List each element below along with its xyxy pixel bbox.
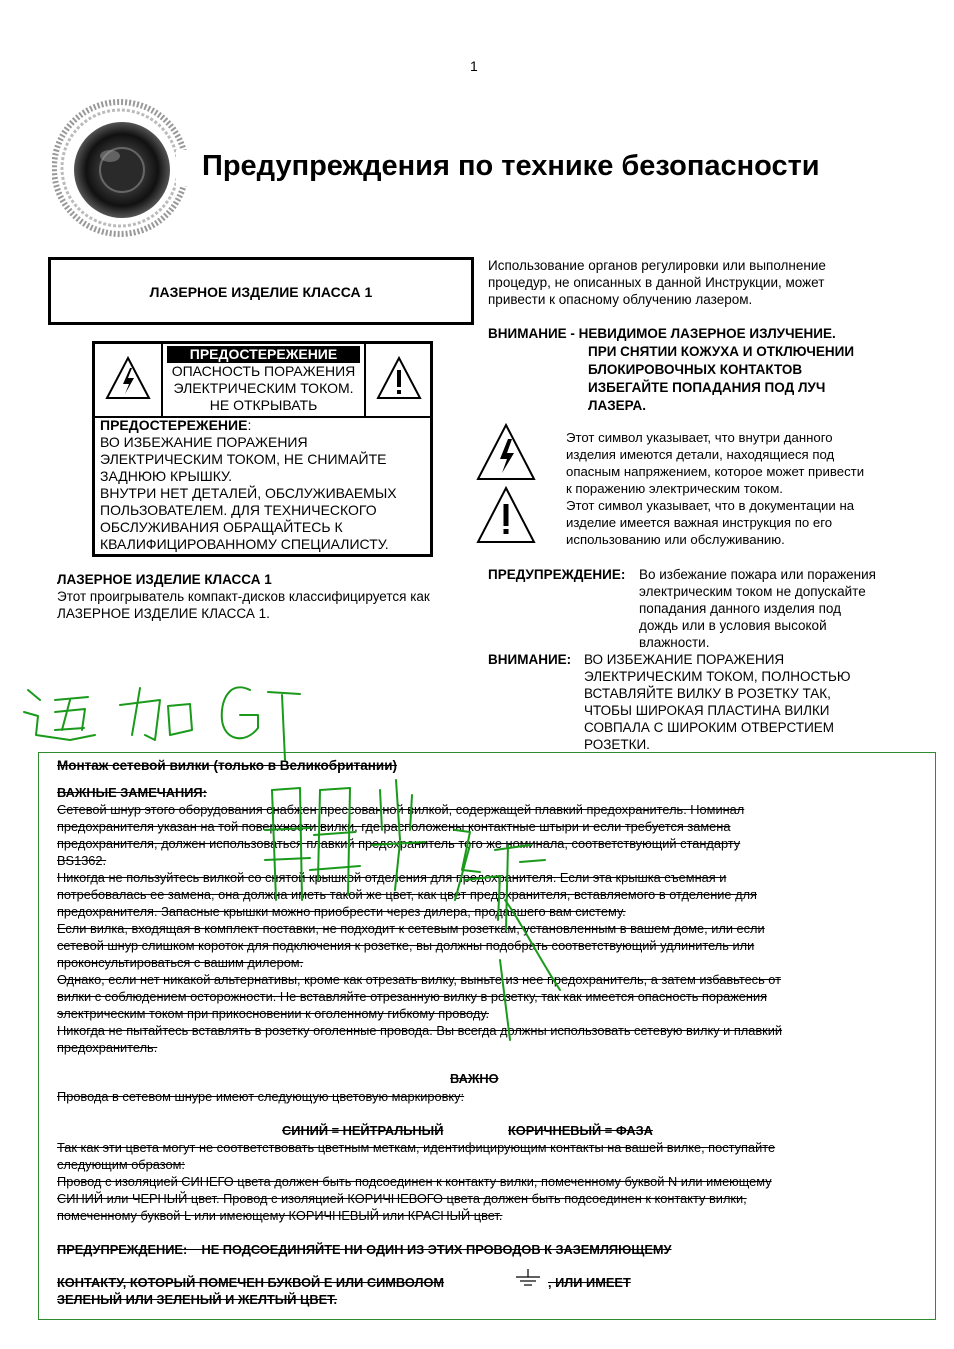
- paragraph-line: предохранителя. Запасные крышки можно приобрести через дилера, продавшего вам систему.: [57, 904, 626, 919]
- exclamation-warning-icon: [364, 344, 432, 418]
- laser-class-label-box: [48, 257, 474, 325]
- paragraph-line: Никогда не пользуйтесь вилкой со снятой крышкой отделения для предохранителя. Если эта крышка съемная и: [57, 870, 727, 885]
- wires-intro: Провода в сетевом шнуре имеют следующую цветовую маркировку:: [57, 1089, 465, 1104]
- paragraph-line: ЧТОБЫ ШИРОКАЯ ПЛАСТИНА ВИЛКИ: [584, 703, 830, 718]
- paragraph-line: Так как эти цвета могут не соответствовать цветным меткам, идентифицирующим контакты на вашей вилке, поступайте: [57, 1140, 776, 1155]
- attention-label: ВНИМАНИЕ - НЕВИДИМОЕ ЛАЗЕРНОЕ ИЗЛУЧЕНИЕ.: [488, 326, 836, 341]
- paragraph-line: Во избежание пожара или поражения: [639, 567, 876, 582]
- lightning-symbol-icon: [474, 421, 538, 488]
- caution-label-box: [92, 341, 433, 557]
- plug-warning: [488, 651, 571, 668]
- caution-body-line: ЭЛЕКТРИЧЕСКИМ ТОКОМ, НЕ СНИМАЙТЕ: [100, 451, 387, 467]
- paragraph-line: использованию или обслуживанию.: [566, 532, 785, 547]
- laser-class-heading: ЛАЗЕРНОЕ ИЗДЕЛИЕ КЛАССА 1: [57, 572, 272, 587]
- exclamation-symbol-icon: [474, 484, 538, 551]
- lightning-warning-icon: [95, 344, 163, 418]
- paragraph-line: вилки с соблюдением осторожности. Не вставляйте отрезанную вилку в розетку, так как имеется опасность поражения: [57, 989, 768, 1004]
- paragraph-line: ВО ИЗБЕЖАНИЕ ПОРАЖЕНИЯ: [584, 652, 785, 667]
- attention-line: ЛАЗЕРА.: [588, 398, 647, 413]
- caution-body-line: ВНУТРИ НЕТ ДЕТАЛЕЙ, ОБСЛУЖИВАЕМЫХ: [100, 485, 397, 501]
- paragraph-line: Этот символ указывает, что внутри данного: [566, 430, 833, 445]
- uk-plug-title: Монтаж сетевой вилки (только в Великобритании): [57, 758, 397, 773]
- speaker-logo-icon: [52, 90, 188, 246]
- ground-warning-line: ПРЕДУПРЕЖДЕНИЕ: НЕ ПОДСОЕДИНЯЙТЕ НИ ОДИН ИЗ ЭТИХ ПРОВОДОВ К ЗАЗЕМЛЯЮЩЕМУ: [57, 1242, 672, 1257]
- laser-class-text: ЛАЗЕРНОЕ ИЗДЕЛИЕ КЛАССА 1.: [57, 606, 270, 621]
- brown-wire-label: КОРИЧНЕВЫЙ = ФАЗА: [508, 1123, 653, 1138]
- page-title: Предупреждения по технике безопасности: [202, 150, 820, 182]
- ground-warning-line: КОНТАКТУ, КОТОРЫЙ ПОМЕЧЕН БУКВОЙ E ИЛИ СИМВОЛОМ: [57, 1275, 445, 1290]
- paragraph-line: ЭЛЕКТРИЧЕСКИМ ТОКОМ, ПОЛНОСТЬЮ: [584, 669, 851, 684]
- important-heading: ВАЖНО: [450, 1071, 499, 1086]
- fire-warning: [488, 566, 625, 583]
- invisible-laser-warning: [488, 325, 854, 415]
- fire-warning-text: [639, 566, 876, 651]
- symbol-explanations: [566, 429, 864, 548]
- caution-line: ЭЛЕКТРИЧЕСКИМ ТОКОМ.: [173, 380, 354, 396]
- ground-warning-line: ЗЕЛЕНЫЙ ИЛИ ЗЕЛЕНЫЙ И ЖЕЛТЫЙ ЦВЕТ.: [57, 1292, 338, 1307]
- paragraph-line: СОВПАЛА С ШИРОКИМ ОТВЕРСТИЕМ: [584, 720, 835, 735]
- paragraph-line: Если вилка, входящая в комплект поставки, не подходит к сетевым розеткам, установленным в вашем доме, или если: [57, 921, 765, 936]
- paragraph-line: дождь или в условия высокой: [639, 618, 827, 633]
- warning-label: ПРЕДУПРЕЖДЕНИЕ:: [488, 567, 626, 582]
- paragraph-line: Никогда не пытайтесь вставлять в розетку оголенные провода. Вы всегда должны использовать сетевую вилку и плавкий: [57, 1023, 783, 1038]
- paragraph-line: ВСТАВЛЯЙТЕ ВИЛКУ В РОЗЕТКУ ТАК,: [584, 686, 831, 701]
- paragraph-line: изделие имеется важная инструкция по его: [566, 515, 833, 530]
- color-instructions: [57, 1139, 775, 1224]
- laser-class-label: ЛАЗЕРНОЕ ИЗДЕЛИЕ КЛАССА 1: [149, 284, 373, 300]
- caution-body-line: ОБСЛУЖИВАНИЯ ОБРАЩАЙТЕСЬ К: [100, 519, 343, 535]
- ground-symbol-icon: [512, 1268, 544, 1293]
- caution-body-line: ЗАДНЮЮ КРЫШКУ.: [100, 468, 232, 484]
- paragraph-line: Провод с изоляцией СИНЕГО цвета должен быть подсоединен к контакту вилки, помеченному буквой N или имеющему: [57, 1174, 772, 1189]
- paragraph-line: Использование органов регулировки или выполнение: [488, 258, 826, 273]
- paragraph-line: предохранитель.: [57, 1040, 158, 1055]
- paragraph-line: СИНИЙ или ЧЕРНЫЙ цвет. Провод с изоляцией КОРИЧНЕВОГО цвета должен быть подсоединен к контакту вилки,: [57, 1191, 747, 1206]
- paragraph-line: РОЗЕТКИ.: [584, 737, 650, 752]
- paragraph-line: электрическим током при прикосновении к оголенному гибкому проводу.: [57, 1006, 490, 1021]
- important-notes-heading: ВАЖНЫЕ ЗАМЕЧАНИЯ:: [57, 785, 207, 800]
- paragraph-line: электрическим током не допускайте: [639, 584, 866, 599]
- notice-label: ВНИМАНИЕ:: [488, 652, 572, 667]
- paragraph-line: попадания данного изделия под: [639, 601, 842, 616]
- paragraph-line: следующим образом:: [57, 1157, 185, 1172]
- paragraph-line: предохранителя указан на той поверхности вилки, где расположены контактные штыри и если требуется замена: [57, 819, 731, 834]
- paragraph-line: предохранителя, должен использоваться плавкий предохранитель того же номинала, соответствующий стандарту: [57, 836, 741, 851]
- caution-body-line: КВАЛИФИЦИРОВАННОМУ СПЕЦИАЛИСТУ.: [100, 536, 389, 552]
- page-number: 1: [470, 58, 478, 74]
- paragraph-line: BS1362.: [57, 853, 107, 868]
- paragraph-line: проконсультироваться с вашим дилером.: [57, 955, 304, 970]
- caution-header-block: [163, 344, 364, 418]
- paragraph-line: изделия имеются детали, находящиеся под: [566, 447, 835, 462]
- laser-class-section: [57, 571, 430, 622]
- caution-body-title: ПРЕДОСТЕРЕЖЕНИЕ: [100, 417, 248, 433]
- uk-plug-notes: [57, 801, 782, 1056]
- laser-class-text: Этот проигрыватель компакт-дисков классифицируется как: [57, 589, 430, 604]
- attention-line: БЛОКИРОВОЧНЫХ КОНТАКТОВ: [588, 362, 803, 377]
- caution-header: ПРЕДОСТЕРЕЖЕНИЕ: [167, 346, 360, 363]
- blue-wire-label: СИНИЙ = НЕЙТРАЛЬНЫЙ: [282, 1123, 444, 1138]
- paragraph-line: влажности.: [639, 635, 710, 650]
- caution-body: ПРЕДОСТЕРЕЖЕНИЕ: ВО ИЗБЕЖАНИЕ ПОРАЖЕНИЯ ЭЛЕКТРИЧЕСКИМ ТОКОМ, НЕ СНИМАЙТЕ ЗАДНЮЮ КРЫШКУ. ВНУТРИ НЕТ ДЕТАЛЕЙ, ОБСЛУЖИВАЕМЫХ ПОЛЬЗОВАТЕЛЕМ. ДЛЯ ТЕХНИЧЕСКОГО ОБСЛУЖИВАНИЯ ОБРАЩАЙТЕСЬ К КВАЛИФИЦИРОВАННОМУ СПЕЦИАЛИСТУ.: [100, 417, 426, 553]
- caution-line: ОПАСНОСТЬ ПОРАЖЕНИЯ: [171, 363, 356, 379]
- paragraph-line: помеченному буквой L или имеющему КОРИЧНЕВЫЙ или КРАСНЫЙ цвет.: [57, 1208, 503, 1223]
- paragraph-line: процедур, не описанных в данной Инструкции, может: [488, 275, 825, 290]
- attention-line: ИЗБЕГАЙТЕ ПОПАДАНИЯ ПОД ЛУЧ: [588, 380, 826, 395]
- paragraph-line: Однако, если нет никакой альтернативы, кроме как отрезать вилку, выньте из нее предохранитель, а затем избавьтесь от: [57, 972, 782, 987]
- adjustment-warning: [488, 257, 826, 308]
- attention-line: ПРИ СНЯТИИ КОЖУХА И ОТКЛЮЧЕНИИ: [588, 344, 855, 359]
- plug-warning-text: [584, 651, 851, 753]
- ground-warning-line: , ИЛИ ИМЕЕТ: [548, 1275, 631, 1290]
- caution-body-line: ВО ИЗБЕЖАНИЕ ПОРАЖЕНИЯ: [100, 434, 308, 450]
- caution-line: НЕ ОТКРЫВАТЬ: [209, 397, 318, 413]
- paragraph-line: Этот символ указывает, что в документации на: [566, 498, 855, 513]
- paragraph-line: сетевой шнур слишком короток для подключения к розетке, вы должны подобрать соответствующий удлинитель или: [57, 938, 755, 953]
- paragraph-line: к поражению электрическим током.: [566, 481, 783, 496]
- caution-body-line: ПОЛЬЗОВАТЕЛЕМ. ДЛЯ ТЕХНИЧЕСКОГО: [100, 502, 377, 518]
- paragraph-line: потребовалась ее замена, она должна иметь такой же цвет, как цвет предохранителя, вставляемого в отделение для: [57, 887, 757, 902]
- paragraph-line: опасным напряжением, которое может привести: [566, 464, 865, 479]
- paragraph-line: привести к опасному облучению лазером.: [488, 292, 753, 307]
- paragraph-line: Сетевой шнур этого оборудования снабжен прессованной вилкой, содержащей плавкий предохранитель. Номинал: [57, 802, 745, 817]
